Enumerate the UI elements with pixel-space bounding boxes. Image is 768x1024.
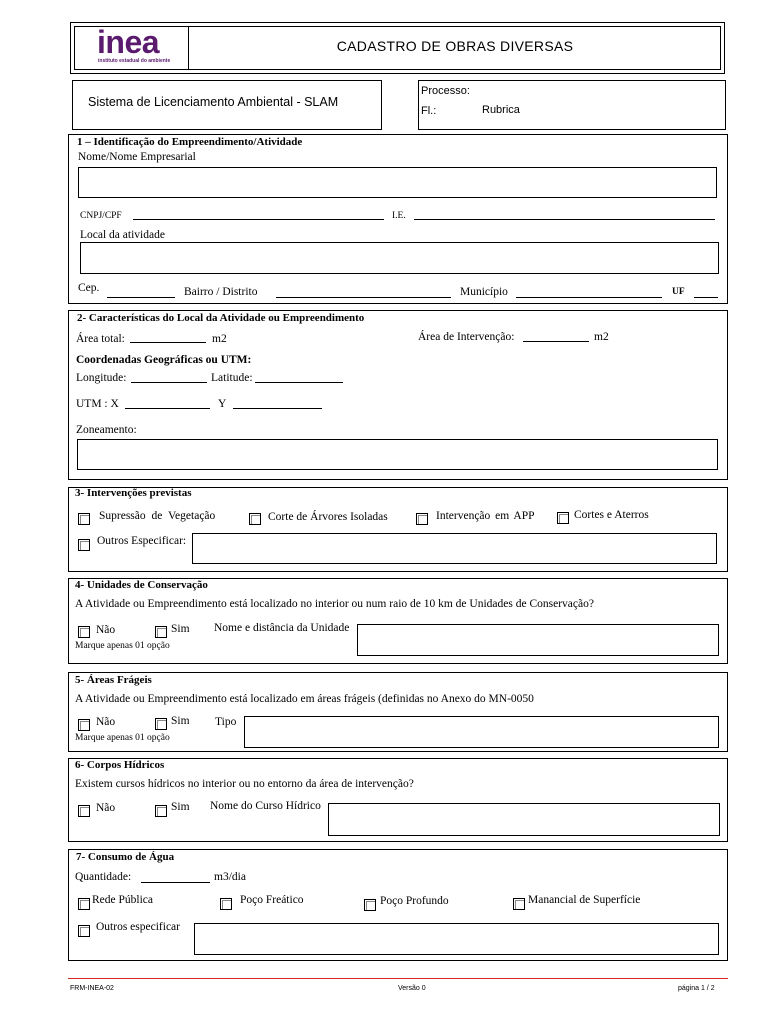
form-title: CADASTRO DE OBRAS DIVERSAS <box>336 38 574 54</box>
bairro-input[interactable] <box>276 297 451 298</box>
ch-nao-label: Não <box>96 802 116 814</box>
section-7-title: 7- Consumo de Água <box>76 851 175 863</box>
checkbox-af-nao[interactable] <box>78 719 90 731</box>
area-intervencao-unit: m2 <box>594 331 609 343</box>
latitude-input[interactable] <box>255 382 343 383</box>
system-name: Sistema de Licenciamento Ambiental - SLAM <box>88 95 339 109</box>
cep-label: Cep. <box>78 282 100 294</box>
utm-x-input[interactable] <box>125 408 210 409</box>
checkbox-supressao[interactable] <box>78 513 90 525</box>
section-3-title: 3- Intervenções previstas <box>75 487 192 499</box>
municipio-input[interactable] <box>516 297 662 298</box>
section-2-title: 2- Características do Local da Atividade ou Empreendimento <box>77 312 365 324</box>
quantidade-input[interactable] <box>141 882 210 883</box>
af-nao-label: Não <box>96 716 116 728</box>
nome-input[interactable] <box>78 167 717 198</box>
af-tipo-input[interactable] <box>244 716 719 748</box>
outros-agua-label: Outros especificar <box>96 921 180 933</box>
utm-x-label: UTM : X <box>76 398 119 410</box>
checkbox-intervencao-app[interactable] <box>416 513 428 525</box>
fl-label: Fl.: <box>421 105 437 117</box>
option-cortes-aterros: Cortes e Aterros <box>574 509 649 521</box>
checkbox-uc-sim[interactable] <box>155 626 167 638</box>
checkbox-cortes-aterros[interactable] <box>557 512 569 524</box>
rubrica-label: Rubrica <box>482 104 520 116</box>
footer-page: página 1 / 2 <box>678 985 715 992</box>
section-1-title: 1 – Identificação do Empreendimento/Atividade <box>77 136 303 148</box>
area-total-label: Área total: <box>76 333 125 345</box>
checkbox-manancial[interactable] <box>513 898 525 910</box>
section-4-title: 4- Unidades de Conservação <box>75 579 208 591</box>
logo-text: inea <box>97 24 160 60</box>
checkbox-outros-agua[interactable] <box>78 925 90 937</box>
ch-sim-label: Sim <box>171 801 190 813</box>
longitude-label: Longitude: <box>76 372 127 384</box>
section-4-question: A Atividade ou Empreendimento está localizado no interior ou num raio de 10 km de Unidades de Conservação? <box>75 598 594 610</box>
checkbox-corte-arvores[interactable] <box>249 513 261 525</box>
cnpj-input[interactable] <box>133 219 384 220</box>
outros-agua-input[interactable] <box>194 923 719 955</box>
ch-detail-input[interactable] <box>328 803 720 836</box>
checkbox-uc-nao[interactable] <box>78 626 90 638</box>
footer-rule <box>68 978 728 979</box>
section-6-question: Existem cursos hídricos no interior ou no entorno da área de intervenção? <box>75 778 414 790</box>
checkbox-poco-profundo[interactable] <box>364 899 376 911</box>
ie-input[interactable] <box>414 219 715 220</box>
ie-label: I.E. <box>392 211 406 221</box>
area-total-unit: m2 <box>212 333 227 345</box>
municipio-label: Município <box>460 286 508 298</box>
outros-label: Outros Especificar: <box>97 535 187 547</box>
quantidade-unit: m3/dia <box>214 871 246 883</box>
cep-input[interactable] <box>107 297 175 298</box>
processo-label: Processo: <box>421 85 470 97</box>
area-total-input[interactable] <box>130 342 206 343</box>
option-corte-arvores: Corte de Árvores Isoladas <box>268 511 388 523</box>
option-poco-profundo: Poço Profundo <box>380 895 449 907</box>
nome-label: Nome/Nome Empresarial <box>78 151 196 163</box>
area-intervencao-label: Área de Intervenção: <box>418 331 515 343</box>
footer-code: FRM-INEA-02 <box>70 985 114 992</box>
zoneamento-input[interactable] <box>77 439 718 470</box>
af-tipo-label: Tipo <box>215 716 237 728</box>
local-label: Local da atividade <box>80 229 165 241</box>
section-5-question: A Atividade ou Empreendimento está localizado em áreas frágeis (definidas no Anexo do MN-0050 <box>75 693 534 705</box>
logo <box>97 24 159 61</box>
utm-y-label: Y <box>218 398 227 410</box>
outros-input[interactable] <box>192 533 717 564</box>
af-note: Marque apenas 01 opção <box>75 733 170 743</box>
section-5-title: 5- Áreas Frágeis <box>75 674 152 686</box>
option-rede-publica: Rede Pública <box>92 894 153 906</box>
uc-note: Marque apenas 01 opção <box>75 641 170 651</box>
longitude-input[interactable] <box>131 382 207 383</box>
option-poco-freatico: Poço Freático <box>240 894 304 906</box>
ch-detail-label: Nome do Curso Hídrico <box>210 800 321 812</box>
checkbox-ch-nao[interactable] <box>78 805 90 817</box>
logo-subtext: instituto estadual do ambiente <box>98 58 171 64</box>
coordenadas-label: Coordenadas Geográficas ou UTM: <box>76 354 252 366</box>
header-divider <box>188 26 189 70</box>
option-supressao: Supressão de Vegetação <box>99 510 216 522</box>
checkbox-rede-publica[interactable] <box>78 898 90 910</box>
footer-version: Versão 0 <box>398 985 426 992</box>
latitude-label: Latitude: <box>211 372 253 384</box>
utm-y-input[interactable] <box>233 408 322 409</box>
quantidade-label: Quantidade: <box>75 871 132 883</box>
uc-nao-label: Não <box>96 624 116 636</box>
uc-sim-label: Sim <box>171 623 190 635</box>
checkbox-poco-freatico[interactable] <box>220 898 232 910</box>
uc-detail-input[interactable] <box>357 624 719 656</box>
section-6-title: 6- Corpos Hídricos <box>75 759 165 771</box>
uf-label: UF <box>672 287 685 297</box>
option-manancial: Manancial de Superfície <box>528 894 641 906</box>
checkbox-ch-sim[interactable] <box>155 805 167 817</box>
checkbox-af-sim[interactable] <box>155 718 167 730</box>
checkbox-outros[interactable] <box>78 539 90 551</box>
bairro-label: Bairro / Distrito <box>184 286 258 298</box>
local-input[interactable] <box>80 242 719 274</box>
af-sim-label: Sim <box>171 715 190 727</box>
uf-input[interactable] <box>694 297 718 298</box>
cnpj-label: CNPJ/CPF <box>80 211 122 221</box>
uc-detail-label: Nome e distância da Unidade <box>214 622 350 634</box>
option-intervencao-app: Intervenção em APP <box>436 510 535 522</box>
zoneamento-label: Zoneamento: <box>76 424 137 436</box>
area-intervencao-input[interactable] <box>523 341 589 342</box>
